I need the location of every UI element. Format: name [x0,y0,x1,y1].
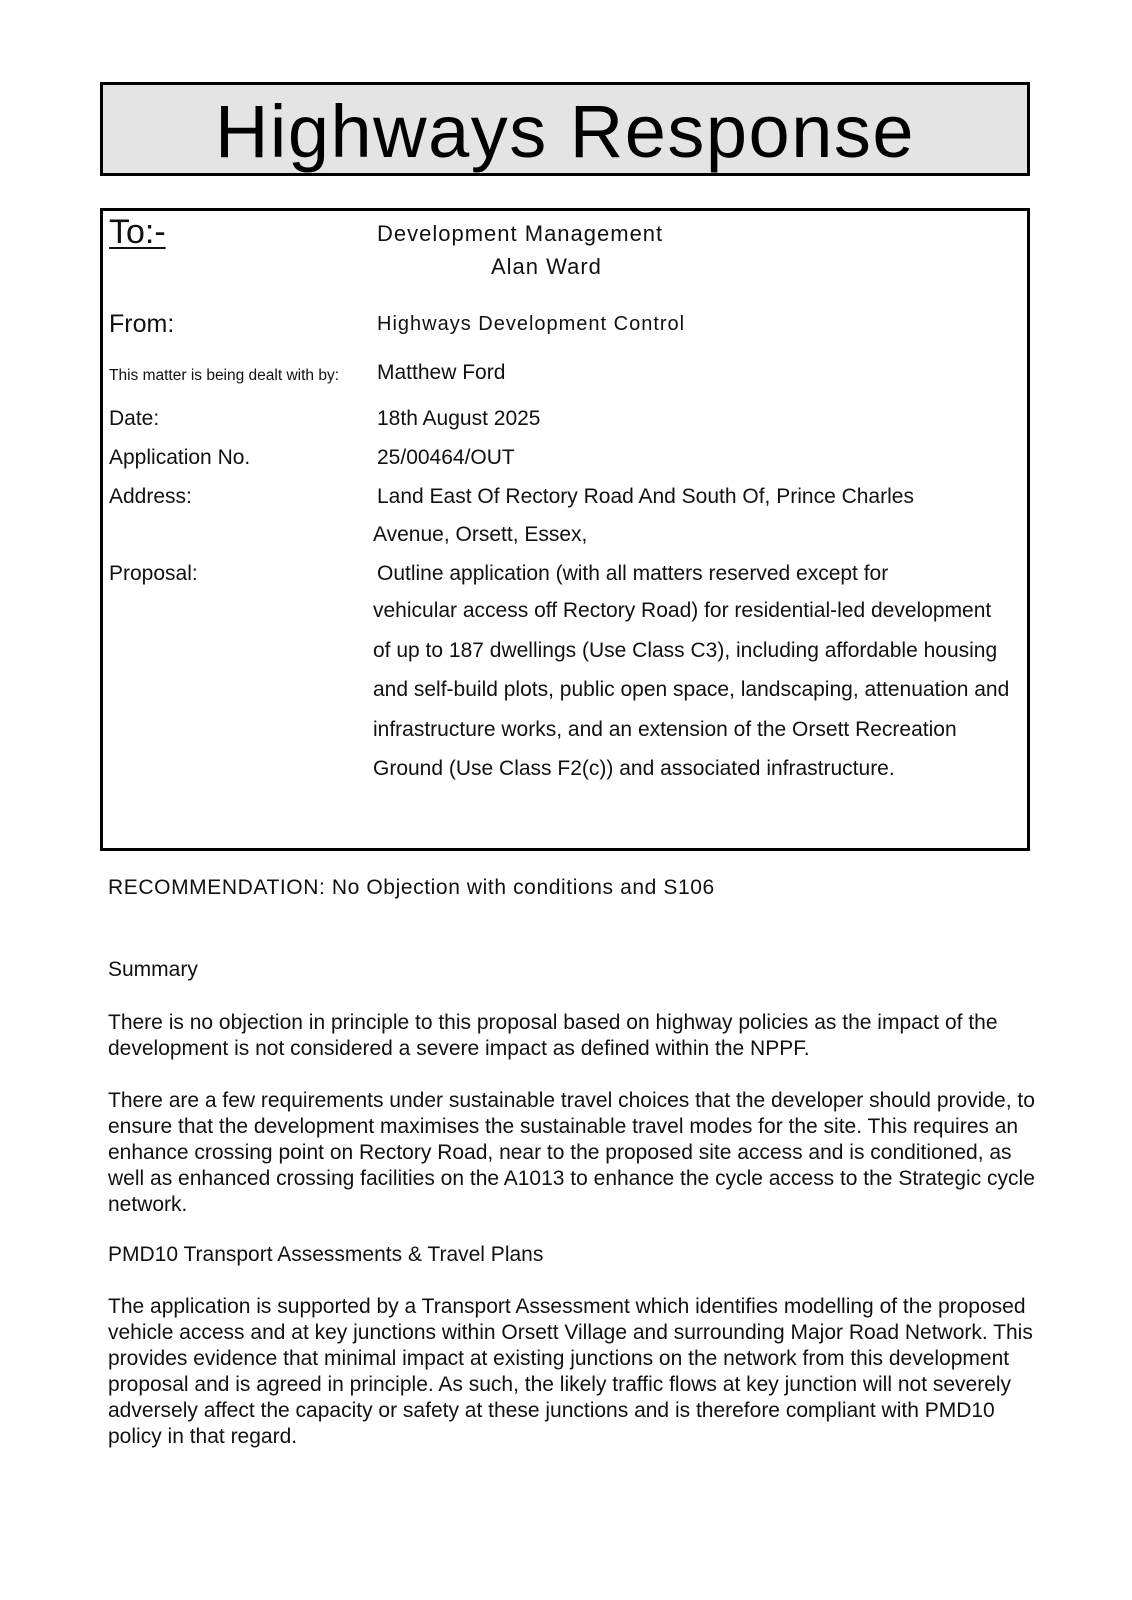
to-department: Development Management [377,221,664,246]
pmd10-paragraph: The application is supported by a Transport Assessment which identifies modelling of the proposed vehicle access and at key junctions within Orsett Village and surrounding Major Road Network. This provides evidence that minimal impact at existing junctions on the network from this development proposal and is agreed in principle. As such, the likely traffic flows at key junction will not severely adversely affect the capacity or safety at these junctions and is therefore compliant with PMD10 policy in that regard. [108,1295,1033,1448]
from-value: Highways Development Control [377,313,686,335]
proposal-text: vehicular access off Rectory Road) for residential-led development of up to 187 dwellings (Use Class C3), including affordable housing and self-build plots, public open space, landscaping, attenuation and infrastructure works, and an extension of the Orsett Recreation Ground (Use Class F2(c)) and associated infrastructure. [373,599,1010,780]
title-banner [100,82,1030,176]
address-line-2: Avenue, Orsett, Essex, [373,523,588,546]
application-number-value: 25/00464/OUT [377,446,515,469]
summary-paragraph-2: There are a few requirements under sustainable travel choices that the developer should provide, to ensure that the development maximises the sustainable travel modes for the site. This requires an enhance crossing point on Rectory Road, near to the proposed site access and is conditioned, as well as enhanced crossing facilities on the A1013 to enhance the cycle access to the Strategic cycle network. [108,1089,1035,1216]
details-box [100,208,1030,851]
summary-heading: Summary [108,958,198,981]
pmd10-heading: PMD10 Transport Assessments & Travel Plans [108,1243,544,1266]
to-label: To:- [109,213,166,251]
to-person: Alan Ward [491,254,602,279]
address-line-1: Land East Of Rectory Road And South Of, Prince Charles [377,485,914,508]
dealt-with-label: This matter is being dealt with by: [109,367,340,384]
recommendation: RECOMMENDATION: No Objection with conditions and S106 [108,876,715,899]
proposal-label: Proposal: [109,562,198,585]
address-label: Address: [109,485,192,508]
summary-paragraph-1: There is no objection in principle to this proposal based on highway policies as the impact of the development is not considered a severe impact as defined within the NPPF. [108,1011,998,1060]
date-label: Date: [109,407,160,430]
dealt-with-value: Matthew Ford [377,361,506,384]
proposal-first-line: Outline application (with all matters reserved except for [377,562,889,585]
from-label: From: [109,310,175,338]
page-title: Highways Response [214,90,916,173]
application-number-label: Application No. [109,446,251,469]
date-value: 18th August 2025 [377,407,541,430]
